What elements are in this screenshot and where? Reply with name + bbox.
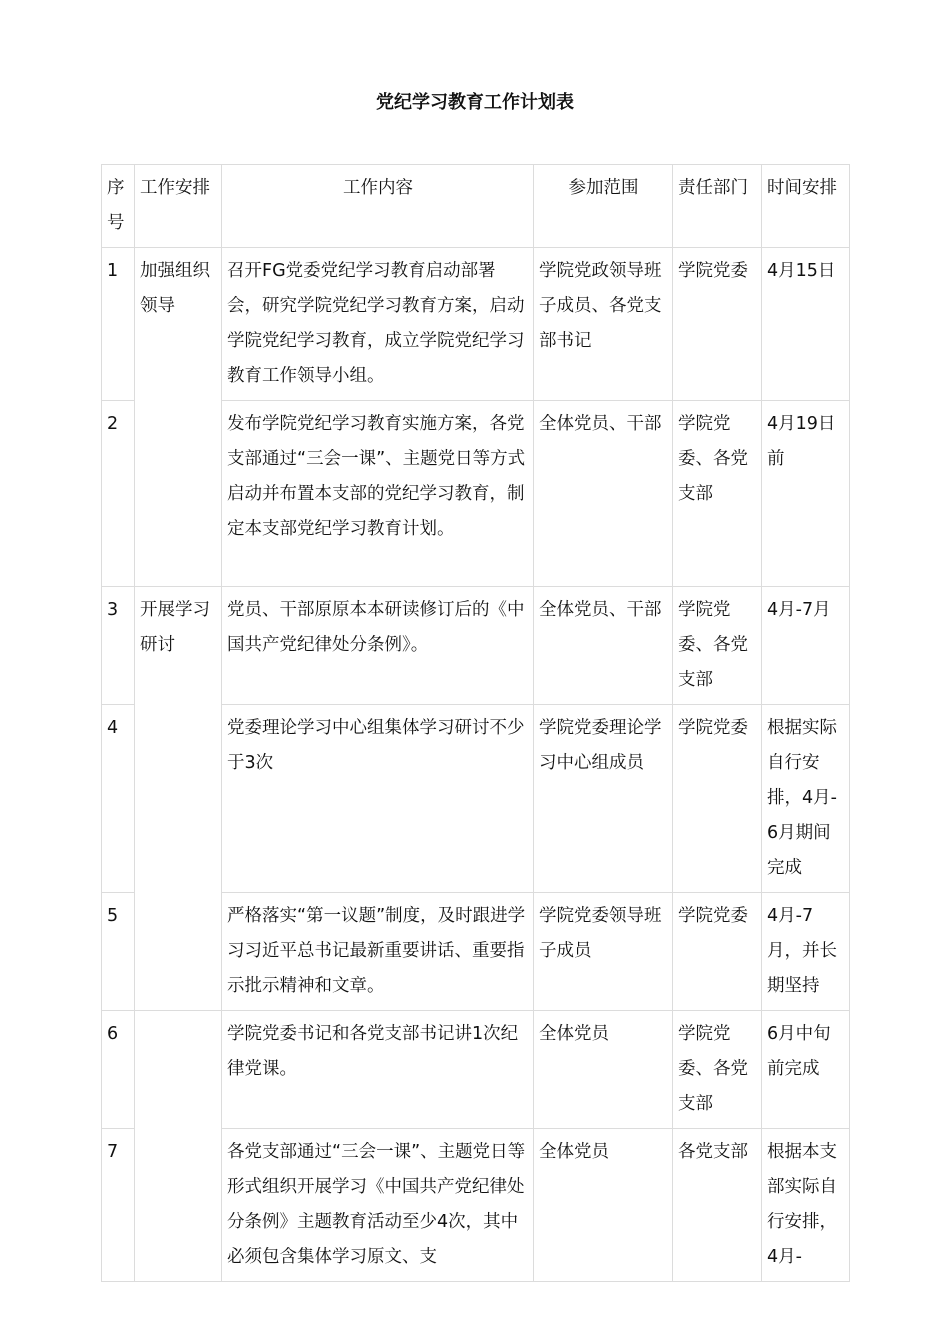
arrangement-cell: 开展学习研讨	[135, 587, 222, 1011]
row-content: 学院党委书记和各党支部书记讲1次纪律党课。	[222, 1011, 534, 1129]
row-scope: 全体党员	[534, 1129, 673, 1282]
header-schedule: 时间安排	[762, 165, 850, 248]
header-content: 工作内容	[222, 165, 534, 248]
row-no: 7	[102, 1129, 135, 1282]
row-schedule: 根据实际自行安排，4月-6月期间完成	[762, 705, 850, 893]
row-no: 6	[102, 1011, 135, 1129]
page-title: 党纪学习教育工作计划表	[376, 92, 574, 113]
row-scope: 全体党员、干部	[534, 587, 673, 705]
row-schedule: 4月-7月，并长期坚持	[762, 893, 850, 1011]
table-row	[102, 587, 850, 705]
row-no: 3	[102, 587, 135, 705]
row-department: 学院党委、各党支部	[673, 401, 762, 587]
row-content: 严格落实“第一议题”制度，及时跟进学习习近平总书记最新重要讲话、重要指示批示精神和文章。	[222, 893, 534, 1011]
header-department: 责任部门	[673, 165, 762, 248]
row-schedule: 4月15日	[762, 248, 850, 401]
arrangement-cell: 加强组织领导	[135, 248, 222, 587]
row-scope: 全体党员、干部	[534, 401, 673, 587]
row-no: 5	[102, 893, 135, 1011]
table-row	[102, 1011, 850, 1129]
table-row	[102, 248, 850, 401]
row-content: 召开FG党委党纪学习教育启动部署会，研究学院党纪学习教育方案，启动学院党纪学习教育，成立学院党纪学习教育工作领导小组。	[222, 248, 534, 401]
work-plan-table	[101, 164, 850, 1282]
row-content: 党委理论学习中心组集体学习研讨不少于3次	[222, 705, 534, 893]
header-scope: 参加范围	[534, 165, 673, 248]
row-content: 发布学院党纪学习教育实施方案，各党支部通过“三会一课”、主题党日等方式启动并布置本支部的党纪学习教育，制定本支部党纪学习教育计划。	[222, 401, 534, 587]
arrangement-cell	[135, 1011, 222, 1282]
row-department: 学院党委	[673, 705, 762, 893]
row-department: 学院党委	[673, 893, 762, 1011]
row-schedule: 根据本支部实际自行安排，4月-	[762, 1129, 850, 1282]
row-no: 4	[102, 705, 135, 893]
row-scope: 全体党员	[534, 1011, 673, 1129]
row-content: 党员、干部原原本本研读修订后的《中国共产党纪律处分条例》。	[222, 587, 534, 705]
row-schedule: 4月-7月	[762, 587, 850, 705]
row-content: 各党支部通过“三会一课”、主题党日等形式组织开展学习《中国共产党纪律处分条例》主题教育活动至少4次，其中必须包含集体学习原文、支	[222, 1129, 534, 1282]
row-schedule: 6月中旬前完成	[762, 1011, 850, 1129]
header-arrangement: 工作安排	[135, 165, 222, 248]
row-no: 2	[102, 401, 135, 587]
row-schedule: 4月19日前	[762, 401, 850, 587]
row-scope: 学院党委理论学习中心组成员	[534, 705, 673, 893]
row-department: 学院党委	[673, 248, 762, 401]
row-department: 各党支部	[673, 1129, 762, 1282]
row-department: 学院党委、各党支部	[673, 587, 762, 705]
row-scope: 学院党委领导班子成员	[534, 893, 673, 1011]
row-scope: 学院党政领导班子成员、各党支部书记	[534, 248, 673, 401]
row-no: 1	[102, 248, 135, 401]
table-header-row	[102, 165, 850, 248]
header-no: 序号	[102, 165, 135, 248]
row-department: 学院党委、各党支部	[673, 1011, 762, 1129]
